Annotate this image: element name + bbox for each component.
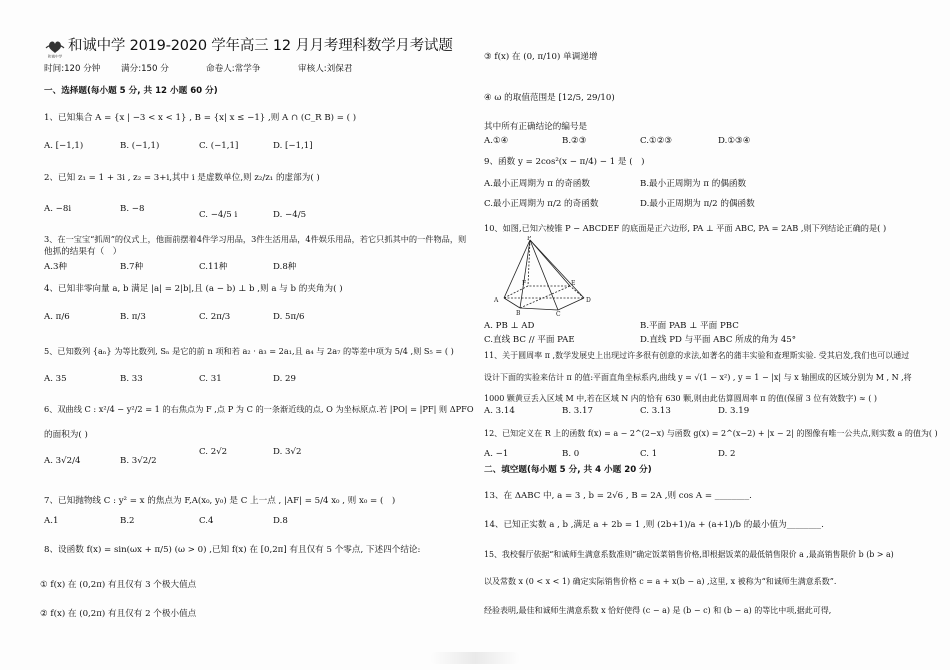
q11-option-b: B. 3.17: [562, 406, 593, 416]
q12-option-b: B. 0: [562, 449, 580, 459]
q11-option-c: C. 3.13: [640, 406, 671, 416]
right-column: [484, 0, 938, 670]
question-7: 7、已知抛物线 C : y² = x 的焦点为 F,A(x₀, y₀) 是 C 上一点 , |AF| = 5/4 x₀ , 则 x₀ = ( ): [44, 496, 396, 506]
q1-option-b: B. (−1,1): [120, 141, 160, 151]
question-15-line1: 15、我校餐厅依据“和诚师生满意系数准则”确定饭菜销售价格,即根据饭菜的最低销售限价 a ,最高销售限价 b (b > a): [484, 550, 894, 559]
question-15-line3: 经验表明,最佳和诚师生满意系数 x 恰好使得 (c − a) 是 (b − c) 和 (b − a) 的等比中项,据此可得,: [484, 606, 832, 615]
q3-option-b: B.7种: [120, 262, 144, 272]
svg-text:和诚中学: 和诚中学: [47, 54, 63, 58]
q7-option-b: B.2: [120, 516, 135, 526]
question-8: 8、设函数 f(x) = sin(ωx + π/5) (ω > 0) ,已知 f(x) 在 [0,2π] 有且仅有 5 个零点, 下述四个结论:: [44, 545, 421, 555]
q6-option-d: D. 3√2: [273, 447, 302, 457]
q10-option-d: D.直线 PD 与平面 ABC 所成的角为 45°: [640, 335, 797, 345]
question-10: 10、如图,已知六棱锥 P − ABCDEF 的底面是正六边形, PA ⊥ 平面 ABC, PA = 2AB ,则下列结论正确的是( ): [484, 223, 887, 233]
q8-statement-2: ② f(x) 在 (0,2π) 有且仅有 2 个极小值点: [40, 609, 197, 619]
q6-option-b: B. 3√2/2: [120, 456, 157, 466]
exam-score: 满分:150 分: [121, 64, 169, 74]
question-3-line2: 他抓的结果有（ ）: [44, 247, 122, 257]
question-15-line2: 以及常数 x (0 < x < 1) 确定实际销售价格 c = a + x(b − a) ,这里, x 被称为“和诚师生满意系数”.: [484, 577, 837, 586]
q4-option-d: D. 5π/6: [273, 312, 305, 322]
question-5: 5、已知数列 {aₙ} 为等比数列, Sₙ 是它的前 n 项和若 a₂ · a₃ = 2a₁,且 a₄ 与 2a₇ 的等差中项为 5/4 ,则 S₅ = ( ): [44, 346, 454, 356]
question-1: 1、已知集合 A = {x | −3 < x < 1} , B = {x| x ≤ −1} ,则 A ∩ (C_R B) = ( ): [44, 113, 357, 123]
exam-author: 命卷人:常学争: [206, 64, 261, 74]
q3-option-c: C.11种: [199, 262, 228, 272]
q8-ask: 其中所有正确结论的编号是: [484, 122, 588, 132]
q7-option-c: C.4: [199, 516, 214, 526]
q8-option-d: D.①③④: [718, 136, 751, 146]
question-11-line1: 11、关于圆周率 π ,数学发展史上出现过许多很有创意的求法,如著名的蒲丰实验和查理斯实验. 受其启发,我们也可以通过: [484, 351, 910, 360]
question-14: 14、已知正实数 a , b ,满足 a + 2b = 1 ,则 (2b+1)/a + (a+1)/b 的最小值为________.: [484, 520, 824, 530]
q9-option-c: C.最小正周期为 π/2 的奇函数: [484, 199, 599, 209]
q6-option-c: C. 2√2: [199, 447, 228, 457]
svg-text:P: P: [527, 236, 532, 242]
q10-option-b: B.平面 PAB ⊥ 平面 PBC: [640, 321, 739, 331]
q8-statement-1: ① f(x) 在 (0,2π) 有且仅有 3 个极大值点: [40, 580, 197, 590]
q8-option-b: B.②③: [562, 136, 587, 146]
q2-option-a: A. −8i: [44, 204, 72, 214]
q5-option-a: A. 35: [44, 374, 67, 384]
q1-option-a: A. [−1,1): [44, 141, 84, 151]
exam-time: 时间:120 分钟: [44, 64, 101, 74]
q2-option-c: C. −4/5 i: [199, 210, 238, 220]
q1-option-d: D. [−1,1]: [273, 141, 313, 151]
q4-option-c: C. 2π/3: [199, 312, 231, 322]
question-6-line2: 的面积为( ): [44, 430, 88, 440]
q12-option-c: C. 1: [640, 449, 658, 459]
section-heading-choice: 一、选择题(每小题 5 分, 共 12 小题 60 分): [44, 86, 218, 96]
question-12: 12、已知定义在 R 上的函数 f(x) = a − 2^(2−x) 与函数 g(x) = 2^(x−2) + |x − 2| 的图像有唯一公共点,则实数 a 的值为( ): [484, 429, 938, 438]
svg-text:F: F: [522, 280, 527, 287]
q2-option-b: B. −8: [120, 204, 145, 214]
question-4: 4、已知非零向量 a, b 满足 |a| = 2|b|,且 (a − b) ⊥ b ,则 a 与 b 的夹角为( ): [44, 284, 343, 294]
question-3-line1: 3、在一宝宝“抓周”的仪式上，他面前摆着4件学习用品，3件生活用品，4件娱乐用品，若它只抓其中的一件物品，则: [44, 234, 467, 244]
pyramid-figure: [492, 236, 604, 316]
q8-statement-4: ④ ω 的取值范围是 [12/5, 29/10): [484, 93, 615, 103]
question-9: 9、函数 y = 2cos²(x − π/4) − 1 是 ( ): [484, 157, 645, 167]
q9-option-d: D.最小正周期为 π/2 的偶函数: [640, 199, 755, 209]
q12-option-a: A. −1: [484, 449, 509, 459]
q11-option-a: A. 3.14: [484, 406, 515, 416]
q7-option-d: D.8: [273, 516, 288, 526]
section-heading-fill: 二、填空题(每小题 5 分, 共 4 小题 20 分): [484, 465, 652, 475]
q5-option-d: D. 29: [273, 374, 296, 384]
q2-option-d: D. −4/5: [273, 210, 307, 220]
q8-option-c: C.①②③: [640, 136, 673, 146]
svg-text:A: A: [494, 297, 499, 304]
q5-option-b: B. 33: [120, 374, 143, 384]
question-2: 2、已知 z₁ = 1 + 3i , z₂ = 3+i,其中 i 是虚数单位,则 z₂/z₁ 的虚部为( ): [44, 173, 320, 183]
q10-option-a: A. PB ⊥ AD: [484, 321, 535, 331]
q9-option-a: A.最小正周期为 π 的奇函数: [484, 179, 590, 189]
question-13: 13、在 ΔABC 中, a = 3 , b = 2√6 , B = 2A ,则 cos A = ________.: [484, 491, 752, 501]
question-6-line1: 6、双曲线 C : x²/4 − y²/2 = 1 的右焦点为 F ,点 P 为 C 的一条渐近线的点, O 为坐标原点.若 |PO| = |PF| 则 ΔPFO: [44, 404, 474, 414]
q9-option-b: B.最小正周期为 π 的偶函数: [640, 179, 747, 189]
q7-option-a: A.1: [44, 516, 59, 526]
exam-reviewer: 审核人:刘保君: [298, 64, 353, 74]
q3-option-a: A.3种: [44, 262, 67, 272]
q4-option-b: B. π/3: [120, 312, 146, 322]
question-11-line3: 1000 颗黄豆丢入区域 M 中,若在区域 N 内的恰有 630 颗,则由此估算圆周率 π 的值(保留 3 位有效数字) ≈ ( ): [484, 394, 878, 403]
q4-option-a: A. π/6: [44, 312, 70, 322]
scan-shadow: [430, 652, 520, 664]
q8-statement-3: ③ f(x) 在 (0, π/10) 单调递增: [484, 52, 598, 62]
q5-option-c: C. 31: [199, 374, 222, 384]
q3-option-d: D.8种: [273, 262, 297, 272]
svg-text:E: E: [571, 280, 576, 287]
exam-title: 和诚中学 2019-2020 学年高三 12 月月考理科数学月考试题: [68, 38, 453, 54]
q6-option-a: A. 3√2/4: [44, 456, 81, 466]
q1-option-c: C. (−1,1]: [199, 141, 239, 151]
q11-option-d: D. 3.19: [718, 406, 750, 416]
left-column: [40, 0, 472, 670]
q10-option-c: C.直线 BC // 平面 PAE: [484, 335, 575, 345]
q12-option-d: D. 2: [718, 449, 736, 459]
svg-text:B: B: [516, 310, 521, 316]
question-11-line2: 设计下面的实验来估计 π 的值:平面直角坐标系内,曲线 y = √(1 − x²) , y = 1 − |x| 与 x 轴围成的区域分别为 M , N ,将: [484, 373, 912, 382]
svg-text:D: D: [586, 297, 591, 304]
svg-text:C: C: [556, 311, 561, 316]
q8-option-a: A.①④: [484, 136, 509, 146]
